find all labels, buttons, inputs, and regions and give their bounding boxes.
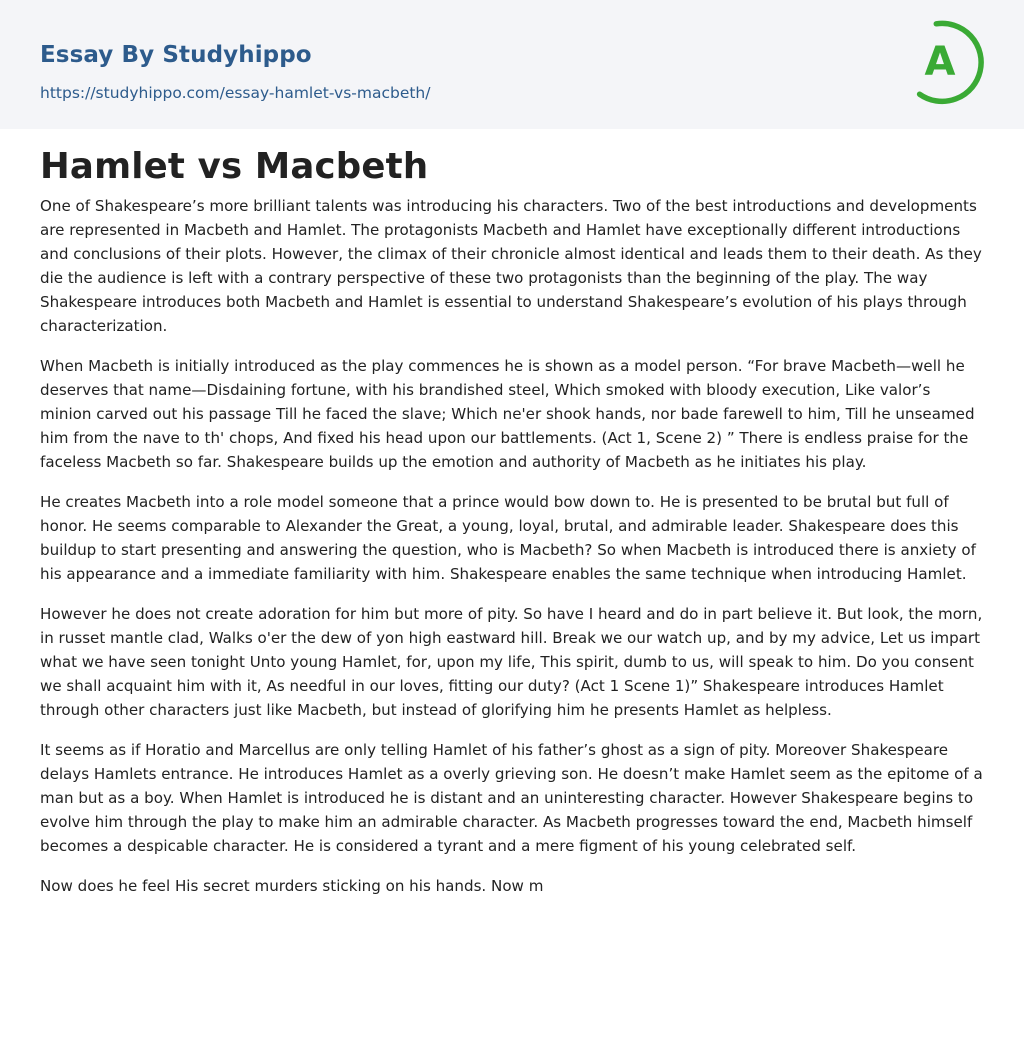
essay-paragraph: He creates Macbeth into a role model someone that a prince would bow down to. He is presented to be brutal but full of honor. He seems comparable to Alexander the Great, a young, loyal, brutal, and admirable leader. Shakespeare does this buildup to start presenting and answering the question, who is Macbeth? So when Macbeth is introduced there is anxiety of his appearance and a immediate familiarity with him. Shakespeare enables the same technique when introducing Hamlet. — [40, 493, 976, 583]
essay-body — [40, 194, 986, 914]
essay-title: Hamlet vs Macbeth — [40, 146, 429, 187]
essay-paragraph: One of Shakespeare’s more brilliant talents was introducing his characters. Two of the best introductions and developments are represented in Macbeth and Hamlet. The protagonists Macbeth and Hamlet have exceptionally different introductions and conclusions of their plots. However, the climax of their chronicle almost identical and leads them to their death. As they die the audience is left with a contrary perspective of these two protagonists than the beginning of the play. The way Shakespeare introduces both Macbeth and Hamlet is essential to understand Shakespeare’s evolution of his plays through characterization. — [40, 197, 982, 335]
logo-letter: A — [924, 39, 956, 85]
essay-paragraph: It seems as if Horatio and Marcellus are only telling Hamlet of his father’s ghost as a sign of pity. Moreover Shakespeare delays Hamlets entrance. He introduces Hamlet as a overly grieving son. He doesn’t make Hamlet seem as the epitome of a man but as a boy. When Hamlet is introduced he is distant and an uninteresting character. However Shakespeare begins to evolve him through the play to make him an admirable character. As Macbeth progresses toward the end, Macbeth himself becomes a despicable character. He is considered a tyrant and a mere figment of his young celebrated self. — [40, 741, 983, 855]
site-header — [0, 0, 1024, 129]
essay-paragraph: However he does not create adoration for him but more of pity. So have I heard and do in part believe it. But look, the morn, in russet mantle clad, Walks o'er the dew of yon high eastward hill. Break we our watch up, and by my advice, Let us impart what we have seen tonight Unto young Hamlet, for, upon my life, This spirit, dumb to us, will speak to him. Do you consent we shall acquaint him with it, As needful in our loves, fitting our duty? (Act 1 Scene 1)” Shakespeare introduces Hamlet through other characters just like Macbeth, but instead of glorifying him he presents Hamlet as helpless. — [40, 605, 983, 719]
essay-url-link[interactable]: https://studyhippo.com/essay-hamlet-vs-macbeth/ — [40, 84, 431, 102]
essay-paragraph: When Macbeth is initially introduced as the play commences he is shown as a model person. “For brave Macbeth—well he deserves that name—Disdaining fortune, with his brandished steel, Which smoked with bloody execution, Like valor’s minion carved out his passage Till he faced the slave; Which ne'er shook hands, nor bade farewell to him, Till he unseamed him from the nave to th' chops, And fixed his head upon our battlements. (Act 1, Scene 2) ” There is endless praise for the faceless Macbeth so far. Shakespeare builds up the emotion and authority of Macbeth as he initiates his play. — [40, 357, 975, 471]
studyhippo-logo[interactable] — [912, 19, 988, 105]
essay-paragraph: Now does he feel His secret murders sticking on his hands. Now m — [40, 877, 544, 895]
site-brand[interactable]: Essay By Studyhippo — [40, 42, 312, 68]
